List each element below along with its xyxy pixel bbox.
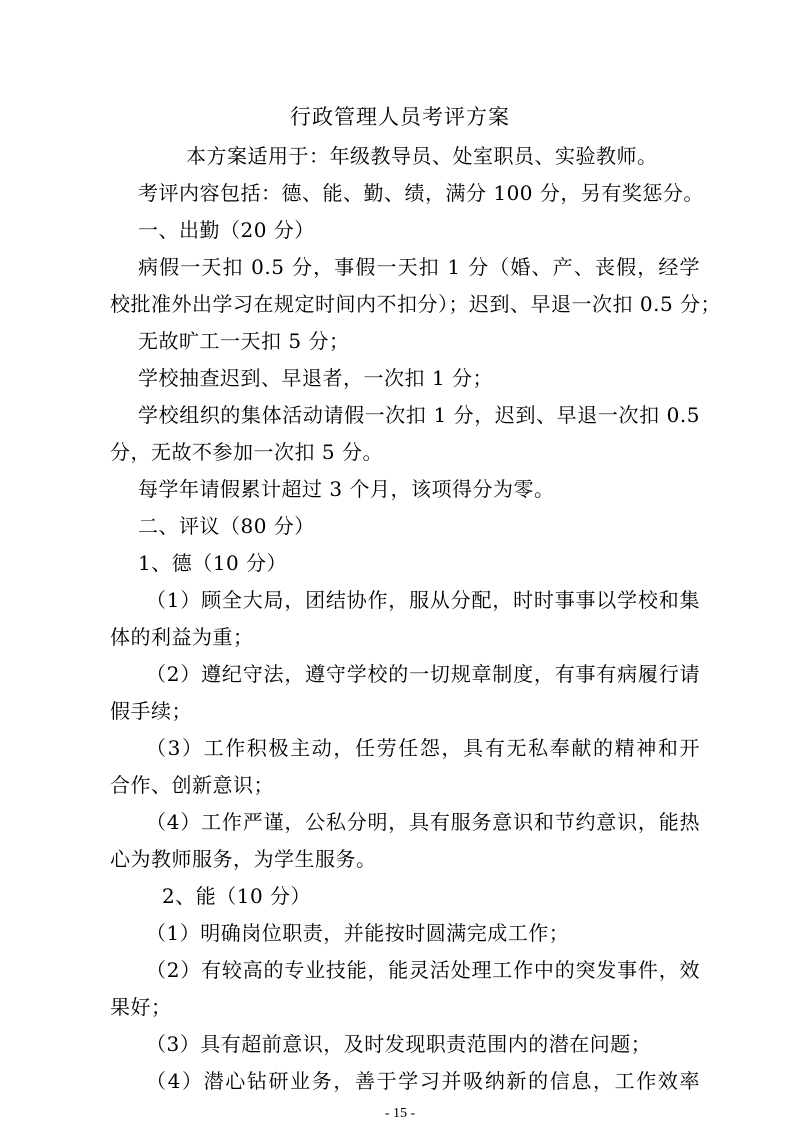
page-number: - 15 - bbox=[384, 1106, 416, 1121]
paragraph-line: 学校组织的集体活动请假一次扣 1 分，迟到、早退一次扣 0.5 bbox=[138, 403, 700, 427]
list-item: （3）工作积极主动，任劳任怨，具有无私奉献的精神和开 bbox=[146, 736, 700, 760]
paragraph-line: 无故旷工一天扣 5 分； bbox=[138, 329, 350, 353]
paragraph-line: 分，无故不参加一次扣 5 分。 bbox=[110, 440, 383, 464]
list-item: 合作、创新意识； bbox=[110, 773, 274, 797]
paragraph-line: 学校抽查迟到、早退者，一次扣 1 分； bbox=[138, 366, 493, 390]
paragraph-line: 病假一天扣 0.5 分，事假一天扣 1 分（婚、产、丧假，经学 bbox=[138, 255, 700, 279]
paragraph-line: 每学年请假累计超过 3 个月，该项得分为零。 bbox=[138, 477, 555, 501]
section-heading: 二、评议（80 分） bbox=[138, 514, 315, 538]
paragraph-line: 本方案适用于：年级教导员、处室职员、实验教师。 bbox=[186, 144, 658, 168]
paragraph-line: 校批准外出学习在规定时间内不扣分）；迟到、早退一次扣 0.5 分； bbox=[110, 292, 722, 316]
list-item: 心为教师服务，为学生服务。 bbox=[110, 847, 377, 871]
list-item: （2）有较高的专业技能，能灵活处理工作中的突发事件，效 bbox=[146, 958, 700, 982]
list-item: 体的利益为重； bbox=[110, 625, 254, 649]
list-item: （2）遵纪守法，遵守学校的一切规章制度，有事有病履行请 bbox=[146, 662, 700, 686]
list-item: （3）具有超前意识，及时发现职责范围内的潜在问题； bbox=[146, 1032, 652, 1056]
list-item: （1）明确岗位职责，并能按时圆满完成工作； bbox=[146, 921, 570, 945]
paragraph-line: 考评内容包括：德、能、勤、绩，满分 100 分，另有奖惩分。 bbox=[138, 181, 704, 205]
list-item: （4）工作严谨，公私分明，具有服务意识和节约意识，能热 bbox=[146, 810, 700, 834]
subsection-heading: 2、能（10 分） bbox=[162, 884, 312, 908]
list-item: （1）顾全大局，团结协作，服从分配，时时事事以学校和集 bbox=[146, 588, 700, 612]
list-item: 果好； bbox=[110, 995, 172, 1019]
subsection-heading: 1、德（10 分） bbox=[138, 551, 288, 575]
section-heading: 一、出勤（20 分） bbox=[138, 218, 315, 242]
list-item: 假手续； bbox=[110, 699, 192, 723]
page-title: 行政管理人员考评方案 bbox=[290, 105, 510, 129]
list-item: （4）潜心钻研业务，善于学习并吸纳新的信息，工作效率 bbox=[146, 1069, 700, 1093]
